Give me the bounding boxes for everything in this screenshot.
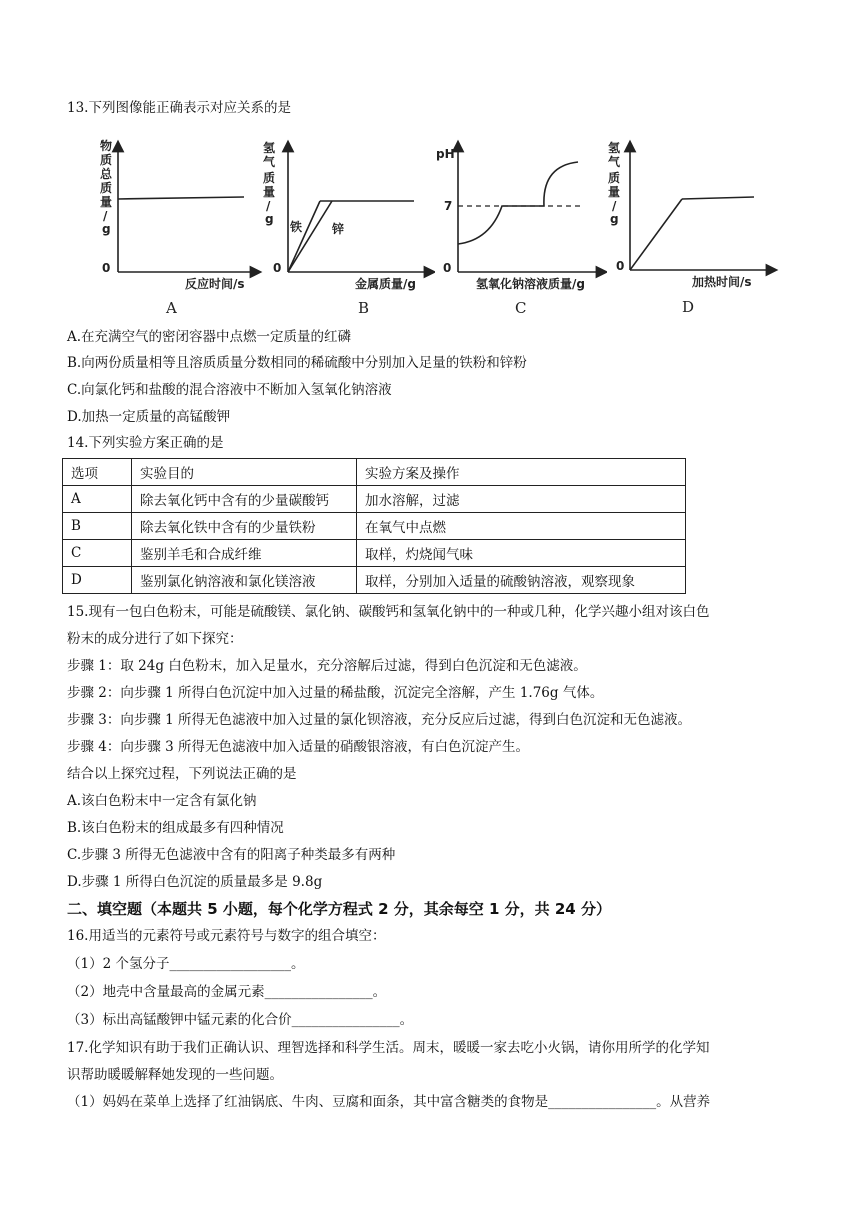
graph-d-xlabel: 加热时间/s: [692, 275, 752, 289]
graph-a-xlabel: 反应时间/s: [185, 277, 245, 291]
q13-option-b: B.向两份质量相等且溶质质量分数相同的稀硫酸中分别加入足量的铁粉和锌粉: [67, 355, 527, 371]
table-cell: 除去氧化钙中含有的少量碳酸钙: [132, 486, 357, 513]
graph-c-ref: 7: [444, 199, 453, 213]
table-cell: 鉴别羊毛和合成纤维: [132, 540, 357, 567]
q15-option-d: D.步骤 1 所得白色沉淀的质量最多是 9.8g: [67, 874, 323, 890]
graph-b-letter: B: [358, 299, 370, 317]
q15-line: 步骤 1：取 24g 白色粉末，加入足量水，充分溶解后过滤，得到白色沉淀和无色滤液。: [67, 658, 587, 674]
graph-a-letter: A: [166, 299, 177, 317]
graph-a-origin: 0: [102, 261, 111, 275]
graph-b-iron-label: 铁: [290, 220, 303, 234]
svg-text:气: 气: [608, 155, 621, 169]
graph-c-ylabel: pH: [436, 147, 455, 161]
svg-text:g: g: [102, 222, 111, 236]
graph-b-zinc-line: [288, 201, 332, 272]
table-cell: 取样，分别加入适量的硫酸钠溶液，观察现象: [357, 567, 686, 594]
q14-table: [62, 458, 686, 594]
svg-text:总: 总: [100, 167, 113, 181]
graph-d-rise: [630, 199, 682, 270]
graph-b-origin: 0: [273, 261, 282, 275]
table-cell: B: [63, 513, 132, 540]
svg-text:气: 气: [263, 155, 276, 169]
graph-a-curve: [118, 197, 244, 199]
graph-b-iron-line: [288, 201, 320, 272]
table-row: [63, 486, 686, 513]
q15-line: 粉末的成分进行了如下探究：: [67, 631, 243, 647]
q15-line: 15.现有一包白色粉末，可能是硫酸镁、氯化钠、碳酸钙和氢氧化钠中的一种或几种，化学兴趣小组对该白色: [67, 604, 710, 620]
q13-option-d: D.加热一定质量的高锰酸钾: [67, 409, 231, 425]
q16-item-3: （3）标出高锰酸钾中锰元素的化合价________________。: [67, 1012, 414, 1028]
svg-text:/: /: [612, 199, 617, 213]
section-heading: 二、填空题（本题共 5 小题，每个化学方程式 2 分，其余每空 1 分，共 24 分）: [67, 900, 611, 918]
svg-text:量: 量: [100, 195, 113, 209]
table-cell: 鉴别氯化钠溶液和氯化镁溶液: [132, 567, 357, 594]
svg-text:质: 质: [100, 181, 113, 195]
graph-c-xlabel: 氢氧化钠溶液质量/g: [476, 277, 585, 291]
graph-b-ylabel: [263, 140, 276, 226]
graph-a: [88, 136, 263, 318]
table-header-cell: 实验目的: [132, 459, 357, 486]
graph-c-origin: 0: [443, 261, 452, 275]
table-cell: 取样，灼烧闻气味: [357, 540, 686, 567]
graph-d-plateau: [682, 197, 754, 199]
graph-d-origin: 0: [616, 259, 625, 273]
svg-text:质: 质: [263, 171, 276, 185]
svg-text:质: 质: [100, 153, 113, 167]
svg-text:氢: 氢: [263, 141, 276, 155]
svg-text:量: 量: [263, 185, 276, 199]
q13-stem: 13.下列图像能正确表示对应关系的是: [67, 100, 291, 116]
q15-line: 步骤 2：向步骤 1 所得白色沉淀中加入过量的稀盐酸，沉淀完全溶解，产生 1.76g 气体。: [67, 685, 604, 701]
graph-c: [432, 136, 607, 318]
graph-b-xlabel: 金属质量/g: [355, 277, 416, 291]
graph-c-curve: [458, 162, 578, 244]
q16-item-2: （2）地壳中含量最高的金属元素________________。: [67, 984, 387, 1000]
graph-d: [604, 136, 779, 318]
table-cell: 在氧气中点燃: [357, 513, 686, 540]
table-header-cell: 选项: [63, 459, 132, 486]
q16-stem: 16.用适当的元素符号或元素符号与数字的组合填空：: [67, 928, 386, 944]
graph-d-ylabel: [608, 140, 621, 226]
table-header-row: [63, 459, 686, 486]
graph-a-ylabel: [100, 138, 113, 236]
table-cell: D: [63, 567, 132, 594]
q17-item-1: （1）妈妈在菜单上选择了红油锅底、牛肉、豆腐和面条，其中富含糖类的食物是________________。从营养: [67, 1094, 711, 1110]
table-row: [63, 567, 686, 594]
table-row: [63, 540, 686, 567]
q17-line: 17.化学知识有助于我们正确认识、理智选择和科学生活。周末，暖暖一家去吃小火锅，请你用所学的化学知: [67, 1040, 710, 1056]
svg-text:物: 物: [100, 139, 113, 153]
q15-line: 步骤 4：向步骤 3 所得无色滤液中加入适量的硝酸银溶液，有白色沉淀产生。: [67, 739, 530, 755]
svg-text:氢: 氢: [608, 141, 621, 155]
svg-text:质: 质: [608, 171, 621, 185]
table-cell: C: [63, 540, 132, 567]
graph-b: [260, 136, 435, 318]
svg-text:g: g: [265, 212, 274, 226]
q15-line: 步骤 3：向步骤 1 所得无色滤液中加入过量的氯化钡溶液，充分反应后过滤，得到白色沉淀和无色滤液。: [67, 712, 692, 728]
svg-text:/: /: [103, 209, 108, 223]
table-cell: 加水溶解，过滤: [357, 486, 686, 513]
q13-option-a: A.在充满空气的密闭容器中点燃一定质量的红磷: [67, 329, 352, 345]
table-cell: A: [63, 486, 132, 513]
svg-text:/: /: [266, 199, 271, 213]
q17-line: 识帮助暖暖解释她发现的一些问题。: [67, 1067, 283, 1083]
table-header-cell: 实验方案及操作: [357, 459, 686, 486]
q15-option-a: A.该白色粉末中一定含有氯化钠: [67, 793, 257, 809]
q15-line: 结合以上探究过程，下列说法正确的是: [67, 766, 297, 782]
q13-option-c: C.向氯化钙和盐酸的混合溶液中不断加入氢氧化钠溶液: [67, 382, 392, 398]
graph-c-letter: C: [515, 299, 527, 317]
graph-b-zinc-label: 锌: [332, 222, 345, 236]
q15-option-b: B.该白色粉末的组成最多有四种情况: [67, 820, 284, 836]
graph-d-letter: D: [682, 298, 695, 316]
svg-text:量: 量: [608, 185, 621, 199]
q14-stem: 14.下列实验方案正确的是: [67, 435, 224, 451]
q16-item-1: （1）2 个氢分子__________________。: [67, 956, 305, 972]
q15-option-c: C.步骤 3 所得无色滤液中含有的阳离子种类最多有两种: [67, 847, 396, 863]
table-cell: 除去氧化铁中含有的少量铁粉: [132, 513, 357, 540]
table-row: [63, 513, 686, 540]
svg-text:g: g: [610, 212, 619, 226]
